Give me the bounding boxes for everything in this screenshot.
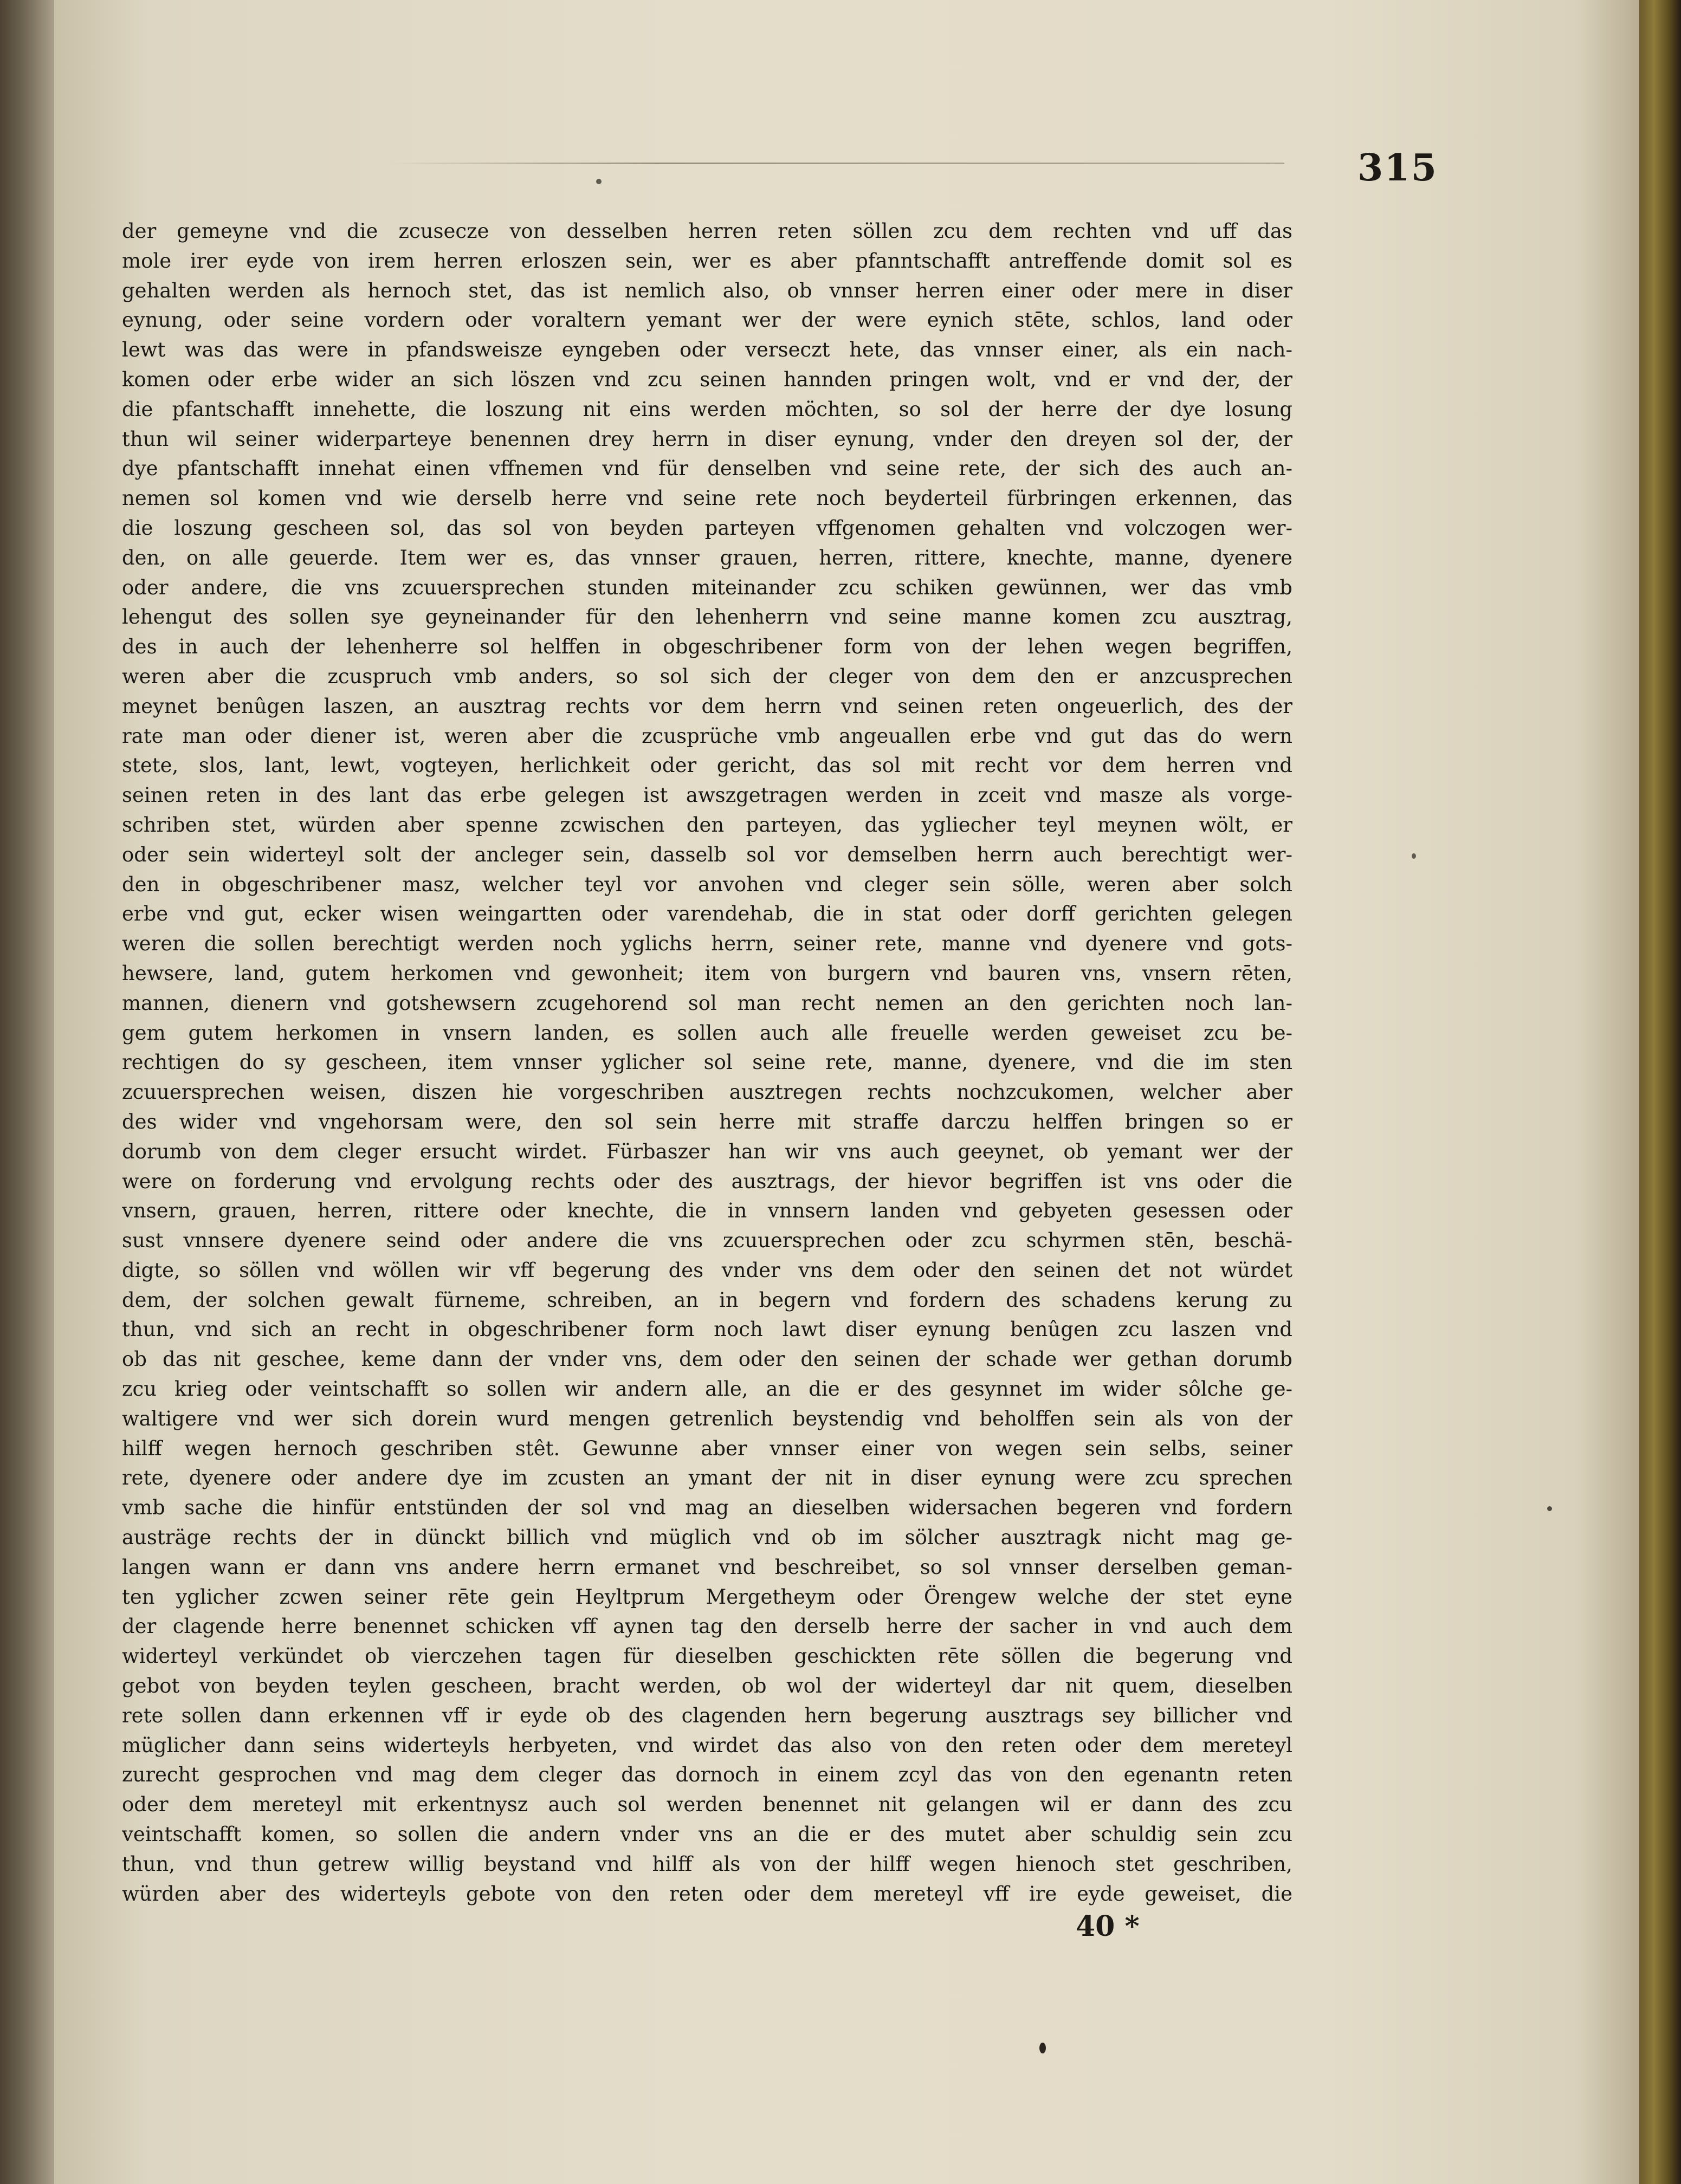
text-line: zcu krieg oder veintschafft so sollen wir andern alle, an die er des gesynnet im wider sôlche ge-: [122, 1377, 1292, 1401]
text-line: weren die sollen berechtigt werden noch yglichs herrn, seiner rete, manne vnd dyenere vnd gots-: [122, 932, 1292, 956]
text-line: den, on alle geuerde. Item wer es, das vnnser grauen, herren, rittere, knechte, manne, dyenere: [122, 546, 1292, 569]
text-line: rechtigen do sy gescheen, item vnnser yglicher sol seine rete, manne, dyenere, vnd die im sten: [122, 1051, 1292, 1074]
text-line: komen oder erbe wider an sich löszen vnd zcu seinen hannden pringen wolt, vnd er vnd der, der: [122, 367, 1292, 391]
text-line: müglicher dann seins widerteyls herbyeten, vnd wirdet das also von den reten oder dem mereteyl: [122, 1733, 1292, 1757]
text-line: thun, vnd sich an recht in obgeschribener form noch lawt diser eynung benûgen zcu laszen vnd: [122, 1318, 1292, 1341]
text-line: hilff wegen hernoch geschriben stêt. Gewunne aber vnnser einer von wegen sein selbs, seiner: [122, 1436, 1292, 1460]
text-line: dye pfantschafft innehat einen vffnemen vnd für denselben vnd seine rete, der sich des auch an-: [122, 457, 1292, 481]
text-line: des wider vnd vngehorsam were, den sol sein herre mit straffe darczu helffen bringen so er: [122, 1110, 1292, 1133]
text-line: meynet benûgen laszen, an ausztrag rechts vor dem herrn vnd seinen reten ongeuerlich, des der: [122, 694, 1292, 718]
text-line: gem gutem herkomen in vnsern landen, es sollen auch alle freuelle werden geweiset zcu be-: [122, 1021, 1292, 1045]
text-line: austräge rechts der in dünckt billich vnd müglich vnd ob im sölcher ausztragk nicht mag ge-: [122, 1526, 1292, 1550]
text-line: lewt was das were in pfandsweisze eyngeben oder verseczt hete, das vnnser einer, als ein nach-: [122, 338, 1292, 362]
signature-mark: 40 *: [1076, 1910, 1140, 1943]
text-line: erbe vnd gut, ecker wisen weingartten oder varendehab, die in stat oder dorff gerichten gelegen: [122, 902, 1292, 926]
text-line: waltigere vnd wer sich dorein wurd mengen getrenlich beystendig vnd beholffen sein als von der: [122, 1407, 1292, 1430]
text-line: dorumb von dem cleger ersucht wirdet. Fürbaszer han wir vns auch geeynet, ob yemant wer der: [122, 1139, 1292, 1163]
ink-speck: [596, 179, 602, 184]
text-line: die pfantschafft innehette, die loszung nit eins werden möchten, so sol der herre der dye losung: [122, 397, 1292, 421]
text-line: zcuuersprechen weisen, diszen hie vorgeschriben ausztregen rechts nochzcukomen, welcher aber: [122, 1080, 1292, 1104]
text-line: gehalten werden als hernoch stet, das ist nemlich also, ob vnnser herren einer oder mere in diser: [122, 278, 1292, 302]
ink-speck: [1412, 853, 1416, 859]
text-line: würden aber des widerteyls gebote von den reten oder dem mereteyl vff ire eyde geweiset, die: [122, 1882, 1292, 1906]
page-edge: [1639, 0, 1681, 2184]
text-line: mole irer eyde von irem herren erloszen sein, wer es aber pfanntschafft antreffende domit sol es: [122, 249, 1292, 273]
text-line: ten yglicher zcwen seiner rēte gein Heyltprum Mergetheym oder Örengew welche der stet eyne: [122, 1585, 1292, 1609]
text-line: der gemeyne vnd die zcusecze von desselben herren reten söllen zcu dem rechten vnd uff das: [122, 219, 1292, 243]
text-line: dem, der solchen gewalt fürneme, schreiben, an in begern vnd fordern des schadens kerung zu: [122, 1288, 1292, 1312]
page-number: 315: [1357, 146, 1438, 190]
text-line: widerteyl verkündet ob vierczehen tagen für dieselben geschickten rēte söllen die begerung vnd: [122, 1644, 1292, 1668]
ink-speck: [1039, 2043, 1046, 2053]
binding-gutter: [0, 0, 60, 2184]
text-line: hewsere, land, gutem herkomen vnd gewonheit; item von burgern vnd bauren vns, vnsern rēten,: [122, 961, 1292, 985]
text-line: gebot von beyden teylen gescheen, bracht werden, ob wol der widerteyl dar nit quem, dieselben: [122, 1674, 1292, 1698]
text-line: oder andere, die vns zcuuersprechen stunden miteinander zcu schiken gewünnen, wer das vmb: [122, 575, 1292, 599]
text-line: rete, dyenere oder andere dye im zcusten an ymant der nit in diser eynung were zcu sprechen: [122, 1466, 1292, 1490]
ink-speck: [1547, 1506, 1552, 1511]
text-line: rete sollen dann erkennen vff ir eyde ob des clagenden hern begerung ausztrags sey billicher vnd: [122, 1703, 1292, 1727]
body-text: [122, 217, 1292, 1909]
text-line: rate man oder diener ist, weren aber die zcusprüche vmb angeuallen erbe vnd gut das do wern: [122, 724, 1292, 748]
text-line: lehengut des sollen sye geyneinander für den lehenherrn vnd seine manne komen zcu ausztrag,: [122, 605, 1292, 629]
text-line: seinen reten in des lant das erbe gelegen ist awszgetragen werden in zceit vnd masze als vorge-: [122, 783, 1292, 807]
text-line: langen wann er dann vns andere herrn ermanet vnd beschreibet, so sol vnnser derselben geman-: [122, 1555, 1292, 1579]
text-line: mannen, dienern vnd gotshewsern zcugehorend sol man recht nemen an den gerichten noch lan-: [122, 991, 1292, 1015]
text-line: des in auch der lehenherre sol helffen in obgeschribener form von der lehen wegen begriffen,: [122, 635, 1292, 659]
text-line: weren aber die zcuspruch vmb anders, so sol sich der cleger von dem den er anzcusprechen: [122, 664, 1292, 688]
text-line: were on forderung vnd ervolgung rechts oder des ausztrags, der hievor begriffen ist vns oder die: [122, 1169, 1292, 1193]
text-line: digte, so söllen vnd wöllen wir vff begerung des vnder vns dem oder den seinen det not würdet: [122, 1258, 1292, 1282]
text-line: zurecht gesprochen vnd mag dem cleger das dornoch in einem zcyl das von den egenantn reten: [122, 1763, 1292, 1787]
text-line: oder sein widerteyl solt der ancleger sein, dasselb sol vor demselben herrn auch berechtigt wer-: [122, 843, 1292, 866]
header-rule: [390, 163, 1284, 164]
text-line: eynung, oder seine vordern oder voraltern yemant wer der were eynich stēte, schlos, land oder: [122, 308, 1292, 332]
text-line: sust vnnsere dyenere seind oder andere die vns zcuuersprechen oder zcu schyrmen stēn, beschä-: [122, 1229, 1292, 1253]
text-line: der clagende herre benennet schicken vff aynen tag den derselb herre der sacher in vnd auch dem: [122, 1615, 1292, 1638]
text-line: ob das nit geschee, keme dann der vnder vns, dem oder den seinen der schade wer gethan dorumb: [122, 1347, 1292, 1371]
text-line: nemen sol komen vnd wie derselb herre vnd seine rete noch beyderteil fürbringen erkennen, das: [122, 487, 1292, 510]
text-line: den in obgeschribener masz, welcher teyl vor anvohen vnd cleger sein sölle, weren aber solch: [122, 872, 1292, 896]
text-line: die loszung gescheen sol, das sol von beyden parteyen vffgenomen gehalten vnd volczogen wer-: [122, 516, 1292, 540]
text-line: stete, slos, lant, lewt, vogteyen, herlichkeit oder gericht, das sol mit recht vor dem herren vnd: [122, 754, 1292, 777]
text-line: veintschafft komen, so sollen die andern vnder vns an die er des mutet aber schuldig sein zcu: [122, 1823, 1292, 1846]
text-line: thun, vnd thun getrew willig beystand vnd hilff als von der hilff wegen hienoch stet geschriben,: [122, 1852, 1292, 1876]
text-line: schriben stet, würden aber spenne zcwischen den parteyen, das ygliecher teyl meynen wölt, er: [122, 813, 1292, 837]
text-line: vmb sache die hinfür entstünden der sol vnd mag an dieselben widersachen begeren vnd fordern: [122, 1496, 1292, 1520]
text-line: vnsern, grauen, herren, rittere oder knechte, die in vnnsern landen vnd gebyeten gesessen oder: [122, 1199, 1292, 1223]
text-line: oder dem mereteyl mit erkentnysz auch sol werden benennet nit gelangen wil er dann des zcu: [122, 1793, 1292, 1817]
text-line: thun wil seiner widerparteye benennen drey herrn in diser eynung, vnder den dreyen sol der, der: [122, 427, 1292, 451]
